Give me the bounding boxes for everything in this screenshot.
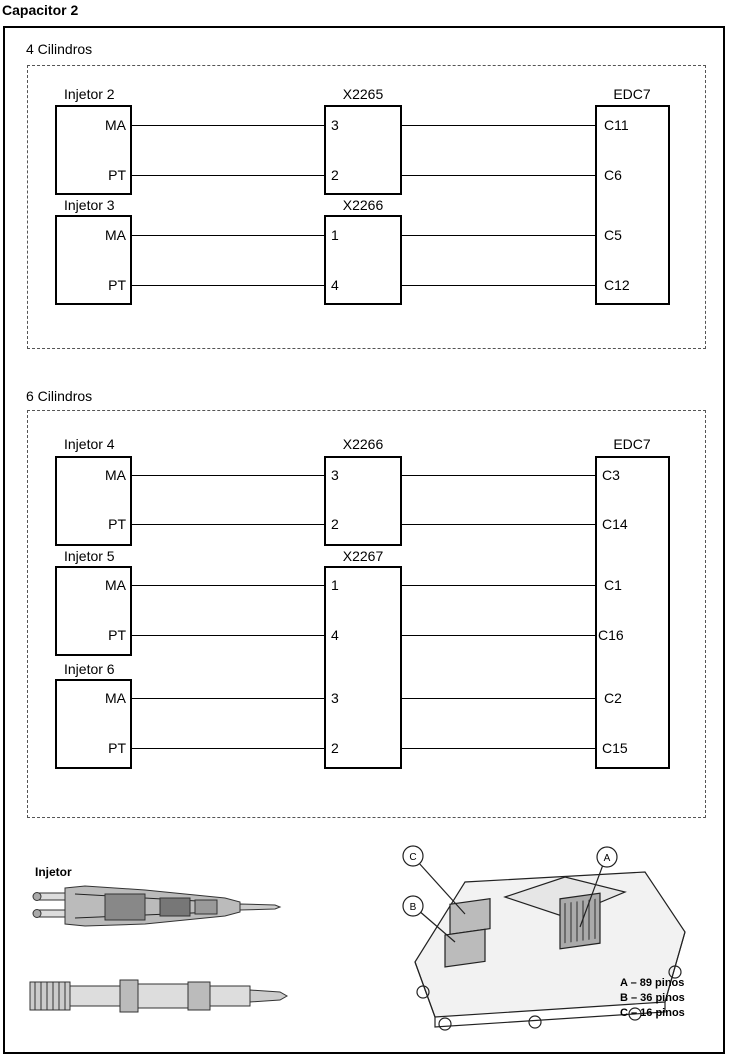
ecu-pin-label: C16 — [598, 627, 624, 643]
connector-box — [324, 566, 402, 769]
callout-a: A — [603, 853, 611, 864]
wire — [400, 698, 596, 699]
injector-name: Injetor 6 — [64, 661, 115, 677]
pin-legend-c: C – 16 pinos — [620, 1007, 685, 1019]
callout-c: C — [409, 852, 417, 863]
wire — [130, 285, 325, 286]
connector-pin-label: 2 — [331, 167, 339, 183]
ecu-name: EDC7 — [613, 436, 651, 452]
wire — [400, 635, 596, 636]
connector-pin-label: 3 — [331, 117, 339, 133]
wire — [130, 125, 325, 126]
section-label-6-cylinders: 6 Cilindros — [26, 388, 93, 404]
injector-name: Injetor 4 — [64, 436, 115, 452]
pin-legend-a: A – 89 pinos — [620, 977, 685, 989]
injector-pin-label: MA — [105, 577, 126, 593]
ecu-box — [595, 456, 670, 769]
injector-pin-label: MA — [105, 117, 126, 133]
connector-pin-label: 4 — [331, 277, 339, 293]
wire — [130, 475, 325, 476]
wire — [400, 475, 596, 476]
connector-pin-label: 3 — [331, 467, 339, 483]
wire — [130, 524, 325, 525]
wire — [130, 748, 325, 749]
connector-name: X2266 — [342, 436, 384, 452]
injector-name: Injetor 5 — [64, 548, 115, 564]
connector-pin-label: 2 — [331, 740, 339, 756]
wire — [400, 285, 596, 286]
connector-name: X2265 — [342, 86, 384, 102]
injector-pin-label: MA — [105, 227, 126, 243]
injector-pin-label: MA — [105, 467, 126, 483]
ecu-box — [595, 105, 670, 305]
ecu-pin-label: C2 — [604, 690, 622, 706]
pin-legend-b: B – 36 pinos — [620, 992, 685, 1004]
ecu-name: EDC7 — [613, 86, 651, 102]
connector-pin-label: 2 — [331, 516, 339, 532]
page-title: Capacitor 2 — [2, 2, 79, 18]
section-label-4-cylinders: 4 Cilindros — [26, 41, 93, 57]
connector-name: X2267 — [342, 548, 384, 564]
ecu-pin-label: C1 — [604, 577, 622, 593]
injector-name: Injetor 3 — [64, 197, 115, 213]
injector-name: Injetor 2 — [64, 86, 115, 102]
wire — [400, 175, 596, 176]
wire — [400, 748, 596, 749]
wire — [400, 235, 596, 236]
connector-pin-label: 3 — [331, 690, 339, 706]
wire — [400, 585, 596, 586]
wire — [130, 635, 325, 636]
injector-pin-label: MA — [105, 690, 126, 706]
injector-pin-label: PT — [108, 740, 126, 756]
wire — [130, 235, 325, 236]
injector-illustration — [25, 880, 295, 1030]
callout-b: B — [409, 902, 417, 913]
ecu-pin-label: C11 — [604, 117, 629, 133]
wire — [130, 585, 325, 586]
injector-pin-label: PT — [108, 516, 126, 532]
ecu-pin-label: C3 — [602, 467, 620, 483]
ecu-pin-label: C6 — [604, 167, 622, 183]
ecu-pin-label: C15 — [602, 740, 628, 756]
connector-pin-label: 1 — [331, 227, 339, 243]
injector-pin-label: PT — [108, 627, 126, 643]
ecu-pin-label: C14 — [602, 516, 628, 532]
wire — [400, 524, 596, 525]
connector-name: X2266 — [342, 197, 384, 213]
wire — [130, 698, 325, 699]
injector-pin-label: PT — [108, 167, 126, 183]
connector-pin-label: 1 — [331, 577, 339, 593]
connector-pin-label: 4 — [331, 627, 339, 643]
wire — [400, 125, 596, 126]
injector-pin-label: PT — [108, 277, 126, 293]
ecu-pin-label: C5 — [604, 227, 622, 243]
injector-figure-title: Injetor — [35, 865, 72, 879]
wire — [130, 175, 325, 176]
ecu-pin-label: C12 — [604, 277, 630, 293]
